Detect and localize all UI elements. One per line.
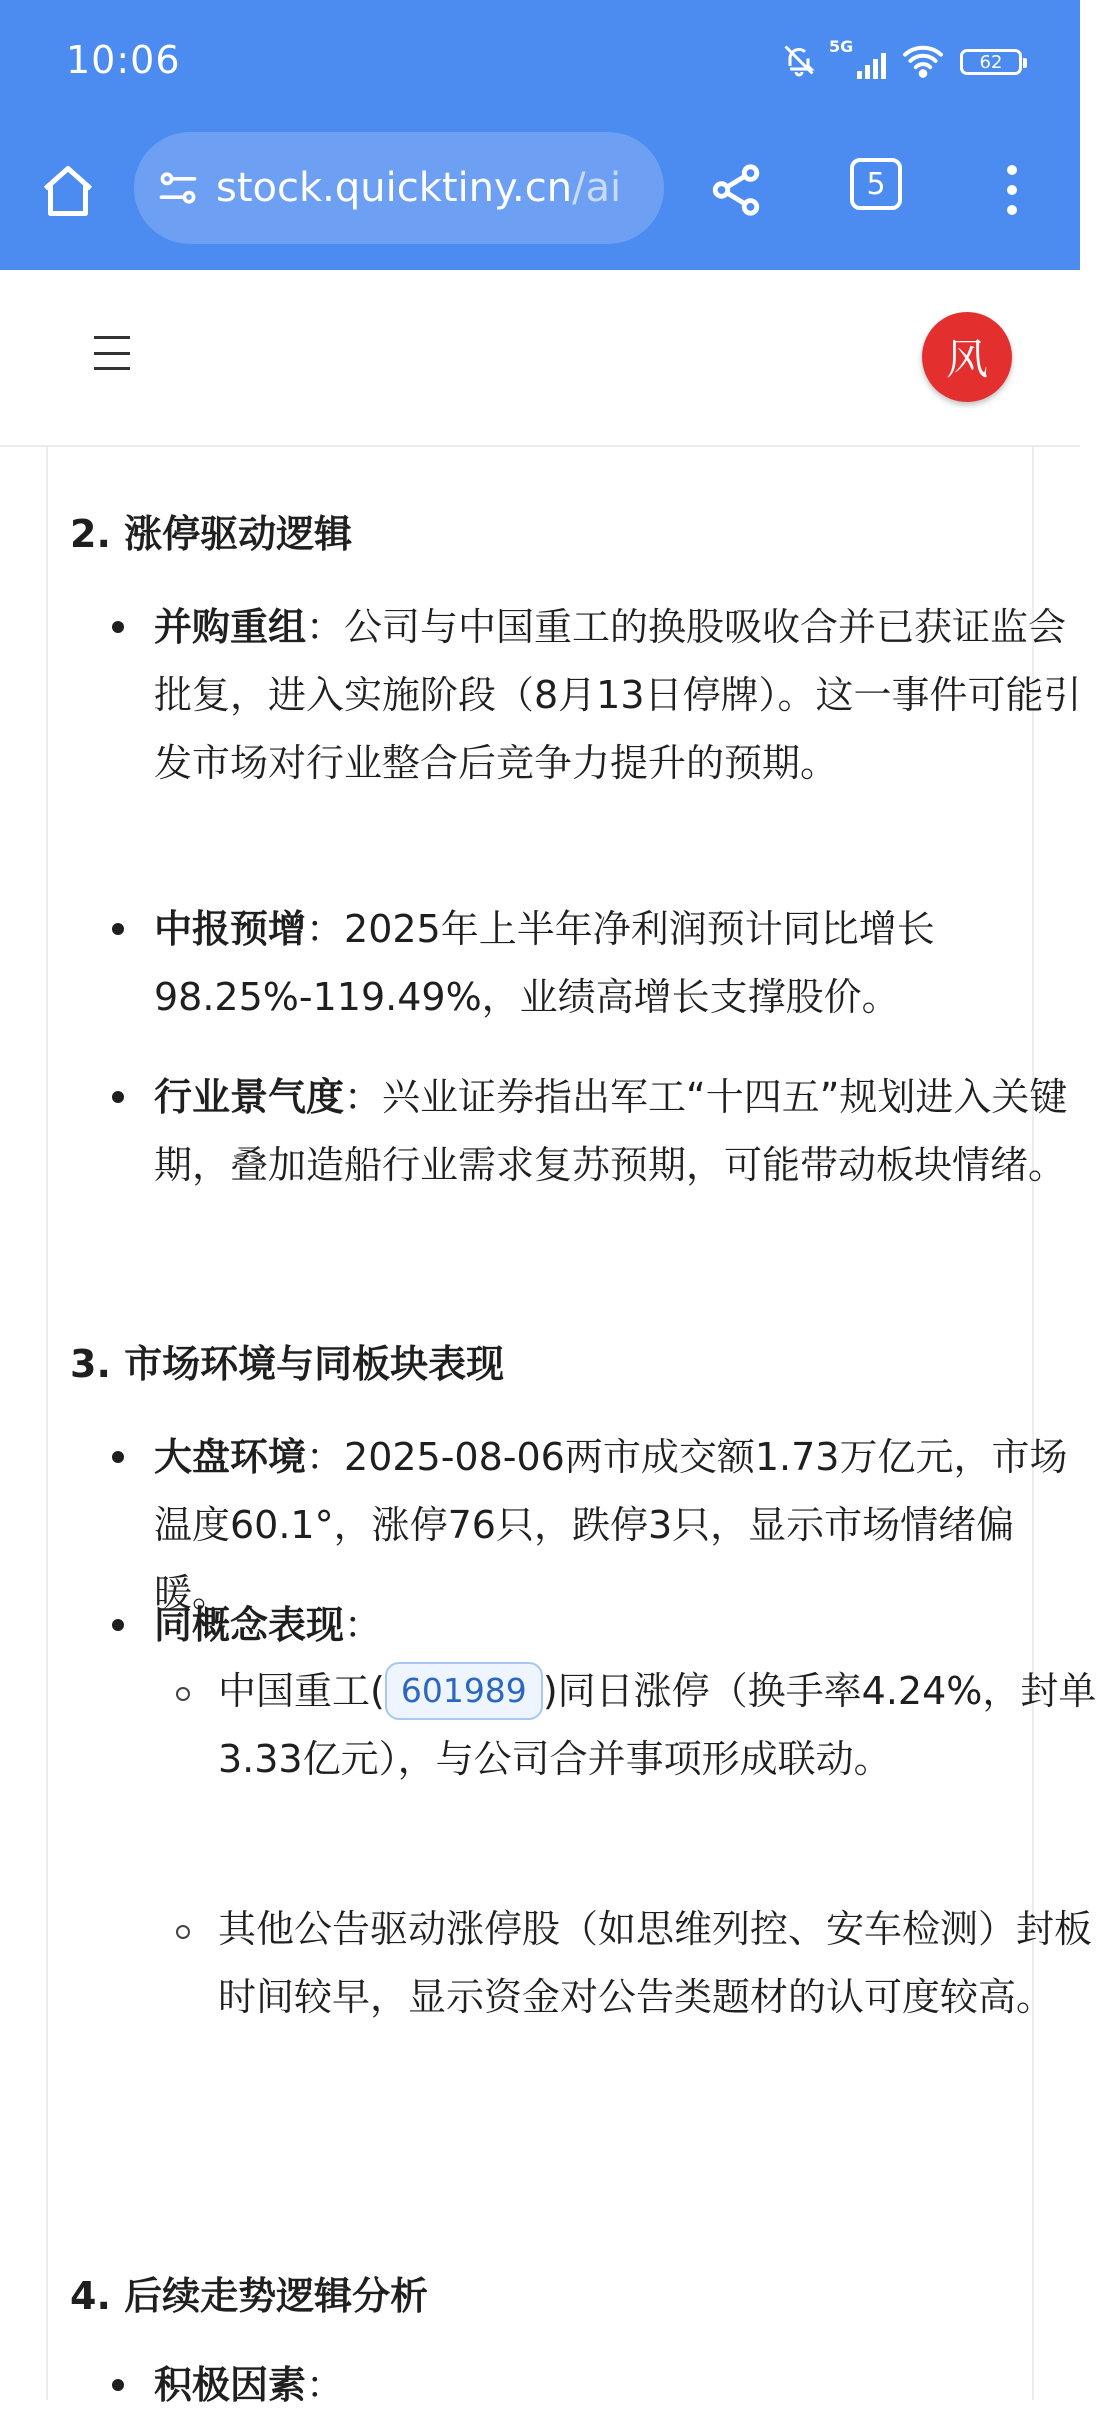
item-label: 同概念表现 bbox=[154, 1603, 345, 1647]
sub-list-item bbox=[218, 1657, 1098, 1793]
bullet-icon bbox=[112, 1091, 122, 1101]
stock-code-link[interactable]: 601989 bbox=[385, 1662, 543, 1720]
item-text: ：兴业证券指出军工“十四五”规划进入关键期，叠加造船行业需求复苏预期，可能带动板块情绪。 bbox=[154, 1075, 1068, 1187]
list-item bbox=[154, 1063, 1084, 1199]
url-text[interactable] bbox=[216, 165, 621, 211]
status-time: 10:06 bbox=[66, 38, 181, 82]
bullet-icon bbox=[112, 621, 122, 631]
bullet-icon bbox=[112, 2379, 122, 2389]
site-header bbox=[0, 270, 1080, 447]
more-dot-icon bbox=[1007, 205, 1017, 215]
share-icon bbox=[707, 161, 765, 219]
hamburger-menu-icon[interactable] bbox=[94, 336, 130, 370]
browser-chrome bbox=[0, 0, 1080, 270]
list-item bbox=[154, 1591, 1084, 1659]
status-bar bbox=[0, 0, 1080, 130]
item-label: 中报预增 bbox=[154, 907, 307, 951]
user-avatar[interactable] bbox=[922, 312, 1012, 402]
list-item bbox=[154, 2351, 1084, 2419]
bullet-icon bbox=[112, 1451, 122, 1461]
section-heading: 4. 后续走势逻辑分析 bbox=[70, 2274, 429, 2318]
bell-muted-icon bbox=[781, 42, 817, 82]
site-settings-icon[interactable] bbox=[154, 164, 202, 212]
item-text: ：2025年上半年净利润预计同比增长98.25%-119.49%，业绩高增长支撑股价。 bbox=[154, 907, 935, 1019]
more-dot-icon bbox=[1007, 185, 1017, 195]
home-button[interactable] bbox=[32, 155, 104, 227]
sub-item-text: 中国重工( bbox=[218, 1669, 385, 1713]
url-path: /ai bbox=[572, 165, 622, 211]
item-text: ： bbox=[306, 2363, 345, 2407]
item-label: 并购重组 bbox=[154, 605, 307, 649]
share-button[interactable] bbox=[700, 154, 772, 226]
item-text: ： bbox=[344, 1603, 383, 1647]
sub-bullet-icon bbox=[176, 1687, 190, 1701]
wifi-icon bbox=[900, 42, 946, 82]
item-label: 积极因素 bbox=[154, 2363, 307, 2407]
sub-bullet-icon bbox=[176, 1925, 190, 1939]
bullet-icon bbox=[112, 923, 122, 933]
network-type: 5G bbox=[829, 37, 854, 56]
item-label: 行业景气度 bbox=[154, 1075, 345, 1119]
battery-icon bbox=[960, 49, 1022, 75]
sub-list-item bbox=[218, 1895, 1098, 2031]
list-item bbox=[154, 593, 1084, 797]
sub-item-text: 其他公告驱动涨停股（如思维列控、安车检测）封板时间较早，显示资金对公告类题材的认可度较高。 bbox=[218, 1907, 1093, 2019]
status-icons bbox=[781, 37, 1022, 82]
item-text: ：2025-08-06两市成交额1.73万亿元，市场温度60.1°，涨停76只，跌停3只，显示市场情绪偏暖。 bbox=[154, 1435, 1068, 1615]
more-dot-icon bbox=[1007, 165, 1017, 175]
section-heading: 3. 市场环境与同板块表现 bbox=[70, 1342, 505, 1386]
avatar-initial: 风 bbox=[945, 335, 988, 384]
more-menu-button[interactable] bbox=[990, 154, 1034, 226]
battery-level: 62 bbox=[979, 51, 1003, 73]
url-host: stock.quicktiny.cn bbox=[216, 165, 573, 211]
section-heading: 2. 涨停驱动逻辑 bbox=[70, 512, 353, 556]
browser-toolbar bbox=[0, 130, 1080, 270]
home-icon bbox=[38, 161, 98, 221]
sub-item-text: )同日涨停（换手率4.24%，封单3.33亿元），与公司合并事项形成联动。 bbox=[218, 1669, 1097, 1781]
item-text: ：公司与中国重工的换股吸收合并已获证监会批复，进入实施阶段（8月13日停牌）。这一事件可能引发市场对行业整合后竞争力提升的预期。 bbox=[154, 605, 1082, 785]
analysis-content bbox=[46, 447, 1097, 2407]
address-bar[interactable] bbox=[134, 132, 664, 244]
bullet-icon bbox=[112, 1619, 122, 1629]
signal-icon bbox=[829, 37, 886, 79]
tab-count: 5 bbox=[866, 166, 886, 202]
tab-switcher-button[interactable] bbox=[850, 158, 902, 210]
item-label: 大盘环境 bbox=[154, 1435, 307, 1479]
list-item bbox=[154, 895, 1084, 1031]
